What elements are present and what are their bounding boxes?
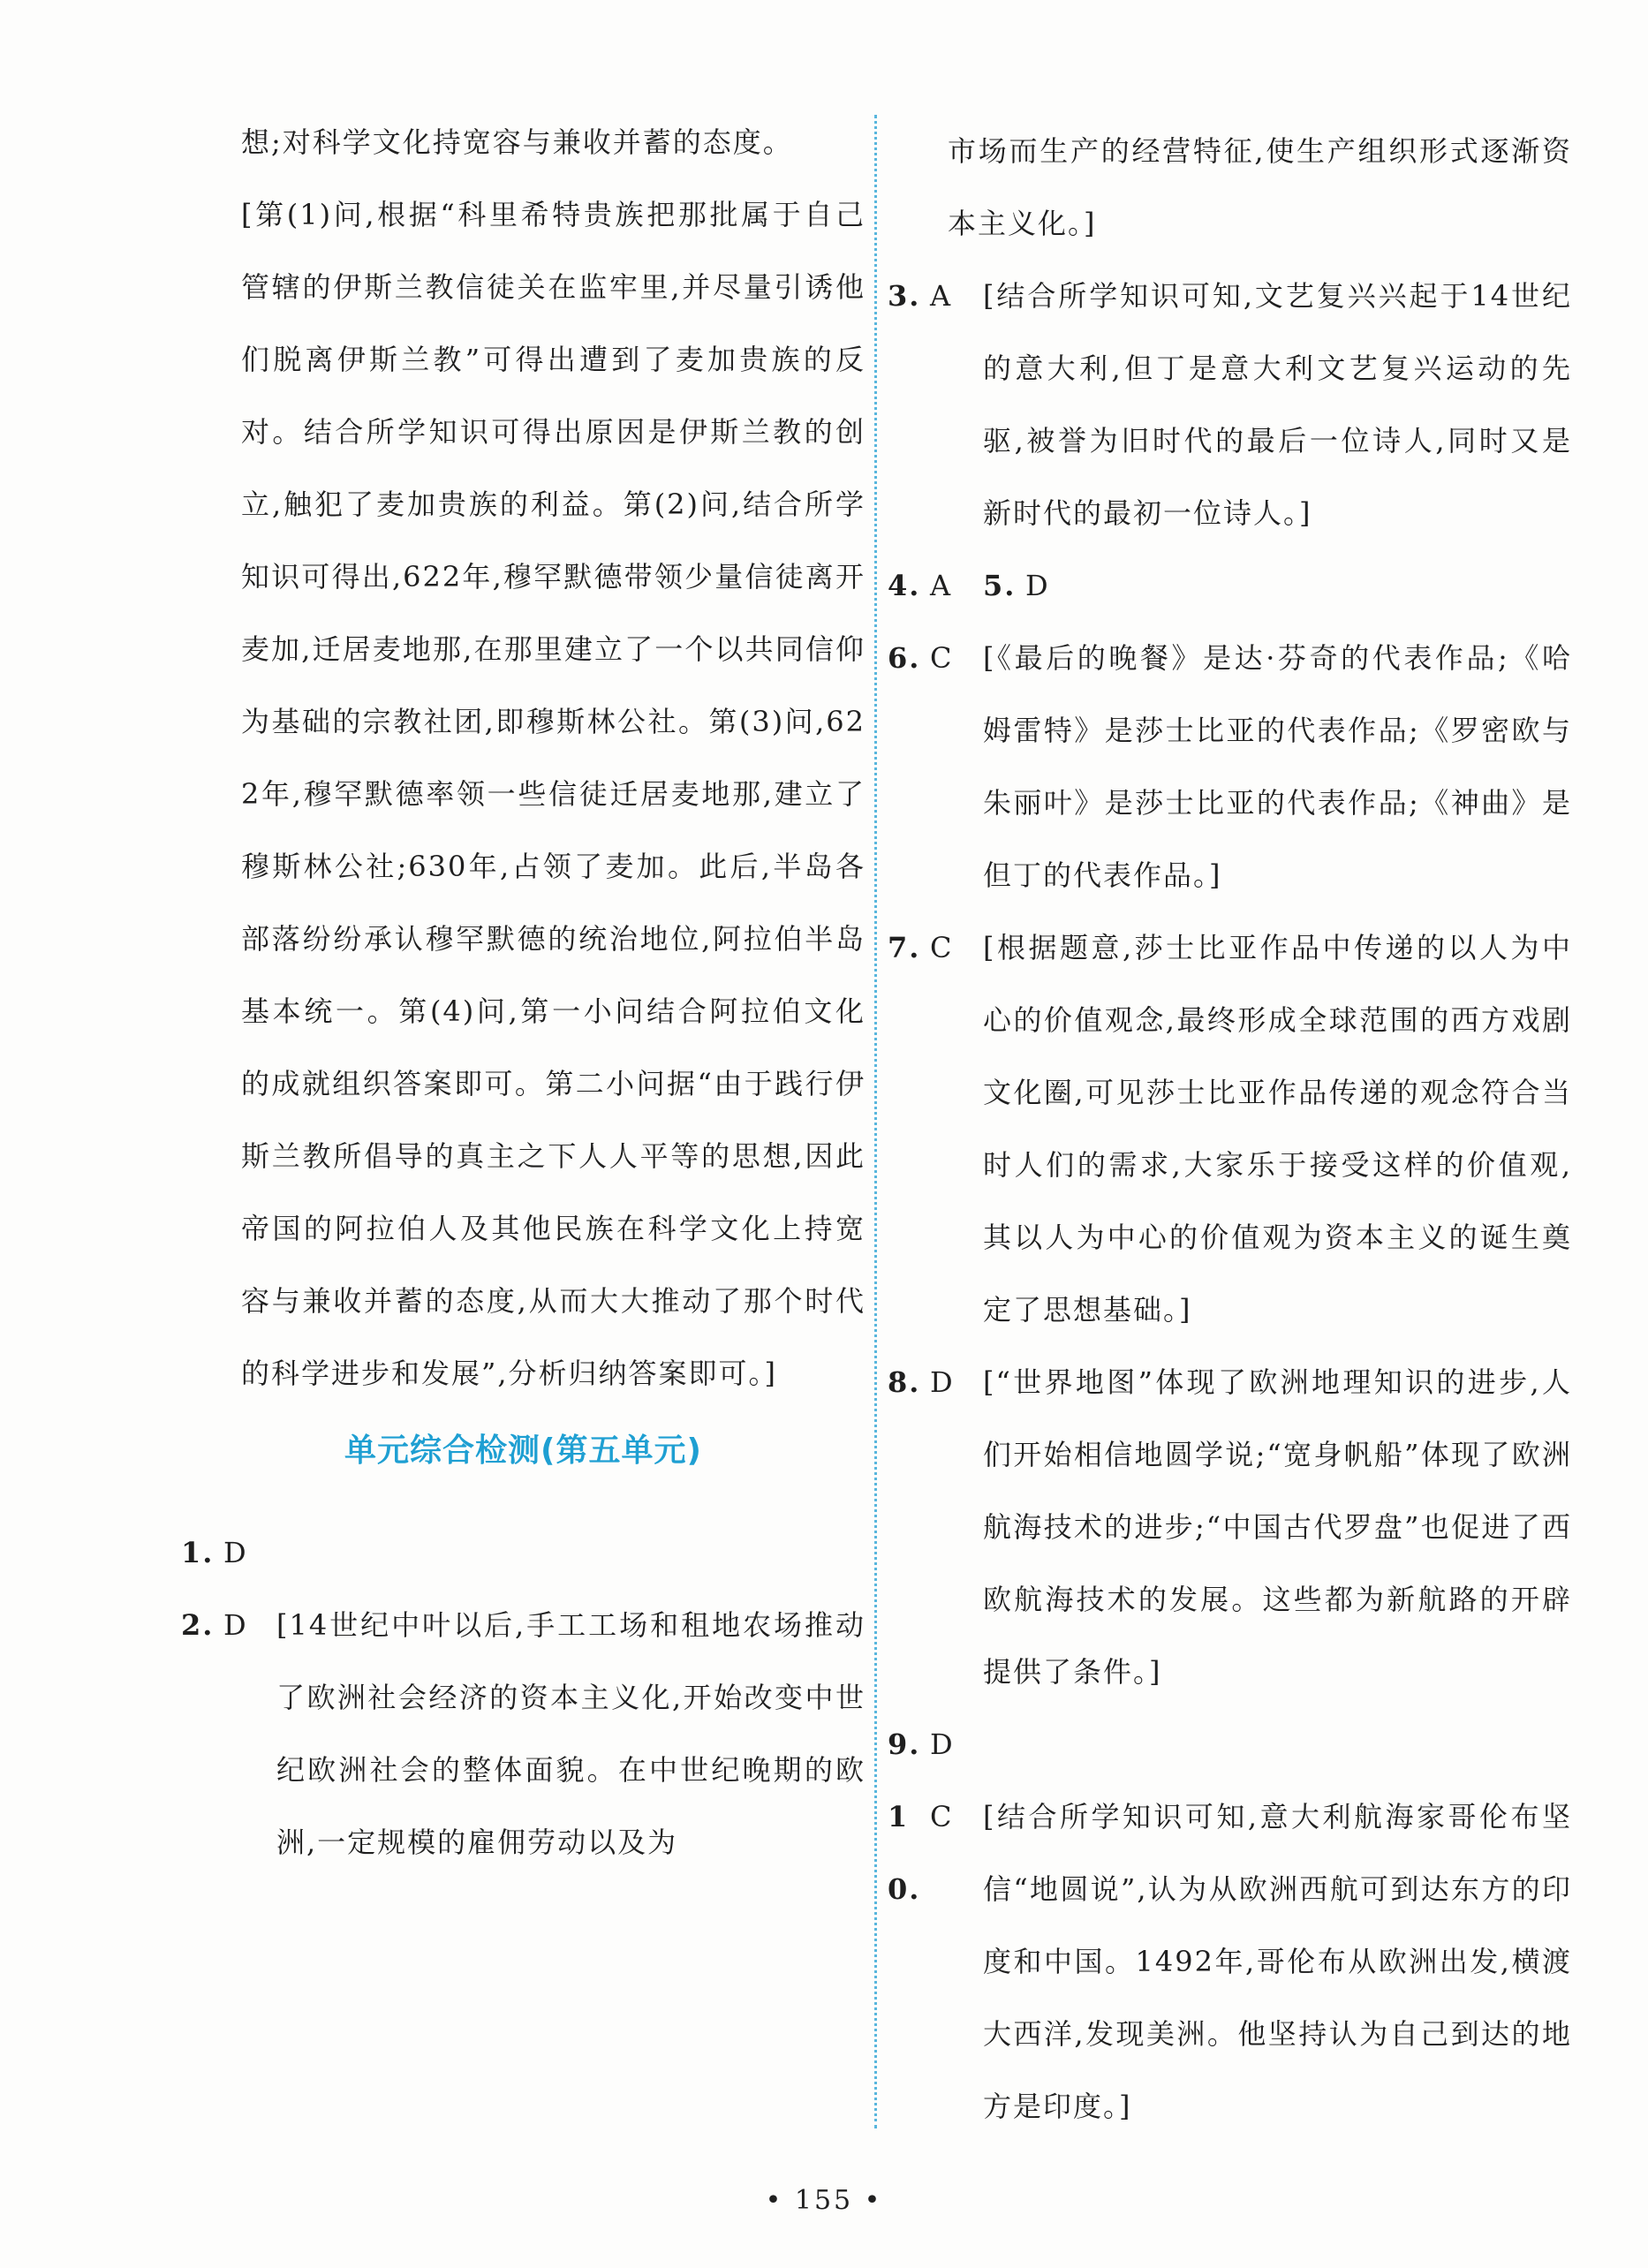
section-title: 单元综合检测(第五单元) bbox=[344, 1433, 702, 1469]
question-answer: C bbox=[930, 931, 954, 964]
continued-explanation: 市场而生产的经营特征,使生产组织形式逐渐资本主义化。] bbox=[948, 134, 1572, 240]
question-item bbox=[181, 1589, 866, 1879]
question-item bbox=[181, 1516, 866, 1589]
question-item bbox=[888, 549, 1572, 622]
question-number: 7. bbox=[888, 931, 921, 964]
question-item bbox=[888, 1708, 1572, 1780]
question-number: 2. bbox=[181, 1608, 215, 1642]
question-number: 1. bbox=[181, 1536, 215, 1569]
page-number: • 155 • bbox=[765, 2185, 883, 2216]
question-item bbox=[888, 1346, 1572, 1708]
question-item bbox=[888, 1780, 1572, 2143]
intro-line: 想;对科学文化持宽容与兼收并蓄的态度。 bbox=[241, 125, 793, 159]
question-number: 9. bbox=[888, 1727, 921, 1761]
question-answer: A bbox=[930, 279, 953, 313]
question-answer: D bbox=[930, 1727, 955, 1761]
question-explanation: [“世界地图”体现了欧洲地理知识的进步,人们开始相信地圆学说;“宽身帆船”体现了欧洲航海技术的进步;“中国古代罗盘”也促进了西欧航海技术的发展。这些都为新航路的开辟提供了条件。] bbox=[983, 1365, 1572, 1689]
question-number: 3. bbox=[888, 279, 921, 313]
question-answer: C bbox=[930, 1800, 954, 1833]
question-item bbox=[888, 260, 1572, 549]
question-number: 10. bbox=[888, 1800, 921, 1906]
question-explanation: [14世纪中叶以后,手工工场和租地农场推动了欧洲社会经济的资本主义化,开始改变中世纪欧洲社会的整体面貌。在中世纪晚期的欧洲,一定规模的雇佣劳动以及为 bbox=[276, 1608, 866, 1859]
question-answer: D bbox=[223, 1608, 248, 1642]
analysis-paragraph: [第(1)问,根据“科里希特贵族把那批属于自己管辖的伊斯兰教信徒关在监牢里,并尽量引诱他们脱离伊斯兰教”可得出遭到了麦加贵族的反对。结合所学知识可得出原因是伊斯兰教的创立,触犯了麦加贵族的利益。第(2)问,结合所学知识可得出,622年,穆罕默德带领少量信徒离开麦加,迁居麦地那,在那里建立了一个以共同信仰为基础的宗教社团,即穆斯林公社。第(3)问,622年,穆罕默德率领一些信徒迁居麦地那,建立了穆斯林公社;630年,占领了麦加。此后,半岛各部落纷纷承认穆罕默德的统治地位,阿拉伯半岛基本统一。第(4)问,第一小问结合阿拉伯文化的成就组织答案即可。第二小问据“由于践行伊斯兰教所倡导的真主之下人人平等的思想,因此帝国的阿拉伯人及其他民族在科学文化上持宽容与兼收并蓄的态度,从而大大推动了那个时代的科学进步和发展”,分析归纳答案即可。] bbox=[241, 198, 866, 1390]
question-explanation: [结合所学知识可知,意大利航海家哥伦布坚信“地圆说”,认为从欧洲西航可到达东方的印度和中国。1492年,哥伦布从欧洲出发,横渡大西洋,发现美洲。他坚持认为自己到达的地方是印度。] bbox=[983, 1800, 1572, 2123]
question-number: 6. bbox=[888, 641, 921, 675]
question-answer: D bbox=[930, 1365, 955, 1399]
question-number: 4. bbox=[888, 569, 921, 602]
left-column bbox=[181, 106, 866, 1879]
question-answer: C bbox=[930, 641, 954, 675]
question-item bbox=[888, 911, 1572, 1346]
question-explanation: [结合所学知识可知,文艺复兴兴起于14世纪的意大利,但丁是意大利文艺复兴运动的先驱,被誉为旧时代的最后一位诗人,同时又是新时代的最初一位诗人。] bbox=[983, 279, 1572, 530]
question-explanation: [《最后的晚餐》是达·芬奇的代表作品;《哈姆雷特》是莎士比亚的代表作品;《罗密欧与朱丽叶》是莎士比亚的代表作品;《神曲》是但丁的代表作品。] bbox=[983, 641, 1572, 892]
question-answer: D bbox=[1025, 569, 1050, 602]
right-column bbox=[888, 115, 1572, 2143]
question-explanation: [根据题意,莎士比亚作品中传递的以人为中心的价值观念,最终形成全球范围的西方戏剧文化圈,可见莎士比亚作品传递的观念符合当时人们的需求,大家乐于接受这样的价值观,其以人为中心的价值观为资本主义的诞生奠定了思想基础。] bbox=[983, 931, 1572, 1327]
column-divider bbox=[874, 115, 877, 2128]
question-item bbox=[888, 622, 1572, 911]
question-answer: D bbox=[223, 1536, 248, 1569]
question-number: 8. bbox=[888, 1365, 921, 1399]
question-answer: A bbox=[930, 569, 953, 602]
question-number: 5. bbox=[983, 569, 1017, 602]
